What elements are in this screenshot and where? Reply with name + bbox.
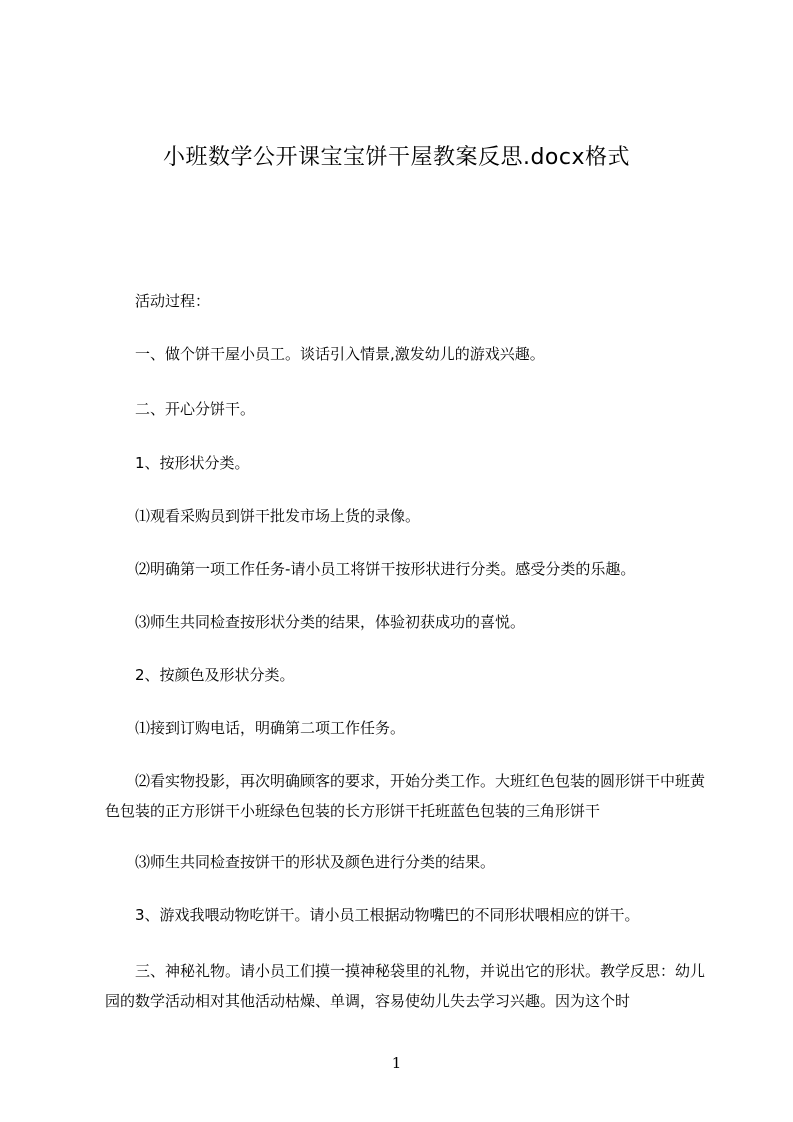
- paragraph-step-two: 二、开心分饼干。: [135, 400, 256, 418]
- paragraph-color-item-1: ⑴接到订购电话，明确第二项工作任务。: [135, 719, 406, 737]
- paragraph-step-one: 一、做个饼干屋小员工。谈话引入情景,激发幼儿的游戏兴趣。: [135, 345, 545, 363]
- paragraph-sort-by-color-shape: 2、按颜色及形状分类。: [135, 666, 295, 684]
- paragraph-mystery-gift-reflection: 三、神秘礼物。请小员工们摸一摸神秘袋里的礼物，并说出它的形状。教学反思：幼儿园的数学活动相对其他活动枯燥、单调，容易使幼儿失去学习兴趣。因为这个时: [105, 962, 706, 1010]
- paragraph-color-item-2: ⑵看实物投影，再次明确顾客的要求，开始分类工作。大班红色包装的圆形饼干中班黄色包装的正方形饼干小班绿色包装的长方形饼干托班蓝色包装的三角形饼干: [105, 772, 706, 820]
- paragraph-shape-item-3: ⑶师生共同检查按形状分类的结果，体验初获成功的喜悦。: [135, 613, 526, 631]
- paragraph-shape-item-2: ⑵明确第一项工作任务-请小员工将饼干按形状进行分类。感受分类的乐趣。: [135, 560, 636, 578]
- page-number: 1: [391, 1054, 402, 1072]
- paragraph-shape-item-1: ⑴观看采购员到饼干批发市场上货的录像。: [135, 507, 421, 525]
- paragraph-feed-animals-game: 3、游戏我喂动物吃饼干。请小员工根据动物嘴巴的不同形状喂相应的饼干。: [135, 906, 640, 924]
- paragraph-sort-by-shape: 1、按形状分类。: [135, 454, 250, 472]
- paragraph-color-item-3: ⑶师生共同检查按饼干的形状及颜色进行分类的结果。: [135, 853, 496, 871]
- document-title: 小班数学公开课宝宝饼干屋教案反思.docx格式: [162, 145, 631, 170]
- paragraph-activity-process: 活动过程：: [135, 292, 211, 310]
